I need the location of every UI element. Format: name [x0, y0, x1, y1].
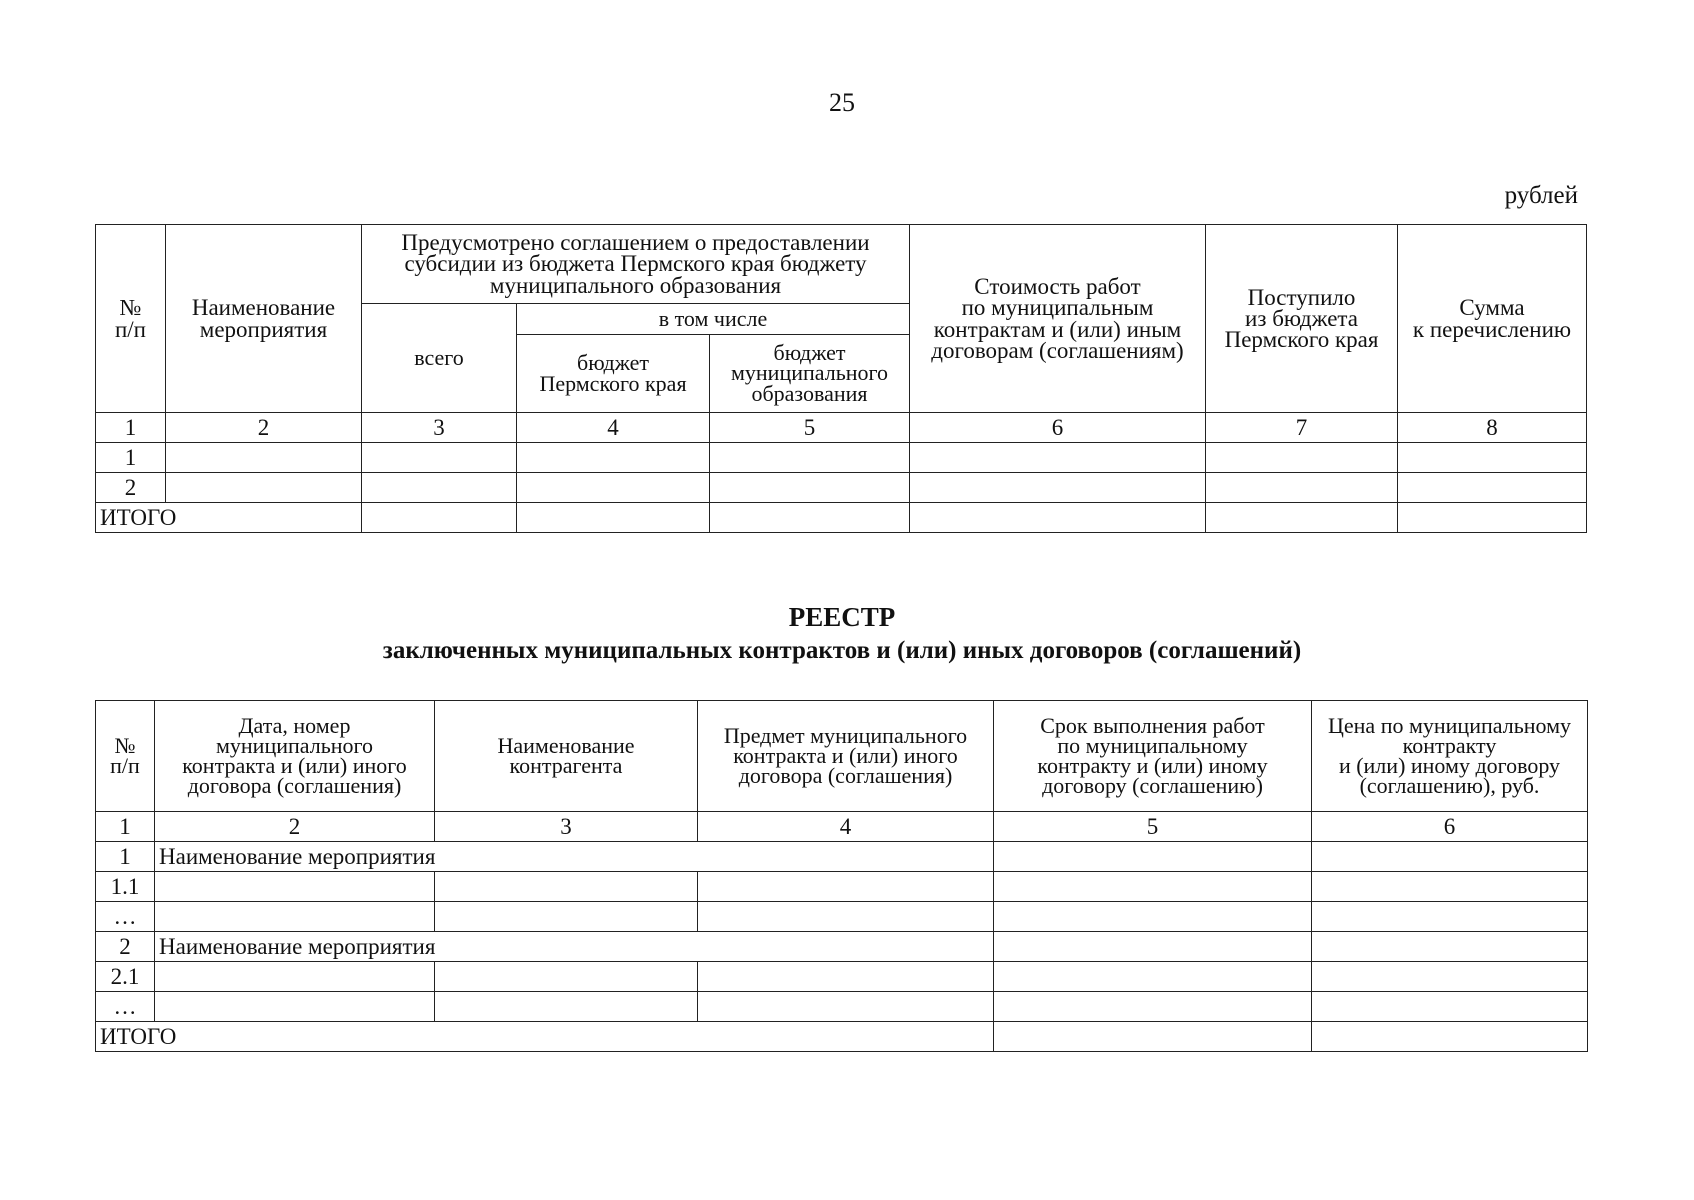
- table-cell: [1398, 503, 1587, 533]
- table-cell: [155, 962, 435, 992]
- header-regional-budget: [517, 335, 710, 413]
- column-number: 3: [362, 413, 517, 443]
- header-municipal-budget: [710, 335, 910, 413]
- table-cell: [1206, 473, 1398, 503]
- table-row: [96, 842, 1588, 872]
- table-cell: [435, 902, 698, 932]
- row-number: …: [96, 902, 155, 932]
- table-cell: [994, 842, 1312, 872]
- table-cell: [1312, 842, 1588, 872]
- header-total: [362, 304, 517, 413]
- table-row: [96, 992, 1588, 1022]
- table-cell: [362, 503, 517, 533]
- row-number: 2: [96, 932, 155, 962]
- event-name-cell: Наименование мероприятия: [155, 932, 994, 962]
- table-cell: [1312, 1022, 1588, 1052]
- table-cell: [166, 473, 362, 503]
- header-no: [96, 225, 166, 413]
- header-date-number-text: Дата, номер муниципального контракта и (или) иного договора (соглашения): [182, 712, 407, 799]
- table-cell: [910, 473, 1206, 503]
- column-numbers-row: [96, 413, 1587, 443]
- header-deadline-text: Срок выполнения работ по муниципальному контракту и (или) иному договору (соглашению): [1037, 712, 1268, 799]
- column-number: 6: [910, 413, 1206, 443]
- table-cell: [1206, 503, 1398, 533]
- table-cell: [910, 443, 1206, 473]
- header-regional-budget-text: бюджет Пермского края: [539, 350, 687, 396]
- header-event-name-text: Наименование мероприятия: [191, 295, 336, 342]
- header-municipal-budget-text: бюджет муниципального образования: [730, 340, 888, 406]
- table-cell: [698, 872, 994, 902]
- header-works-cost-text: Стоимость работ по муниципальным контрактам и (или) иным договорам (соглашениям): [931, 274, 1184, 363]
- row-number: 1: [96, 443, 166, 473]
- header-date-number: [155, 701, 435, 812]
- table-cell: [698, 902, 994, 932]
- registry-table: [95, 700, 1588, 1052]
- header-received-text: Поступило из бюджета Пермского края: [1224, 284, 1379, 353]
- event-name-cell: Наименование мероприятия: [155, 842, 994, 872]
- total-row: [96, 1022, 1588, 1052]
- header-no-text: № п/п: [110, 732, 140, 778]
- table-cell: [994, 902, 1312, 932]
- header-including-text: в том числе: [658, 305, 768, 331]
- header-agreement-group: [362, 225, 910, 304]
- table-row: [96, 473, 1587, 503]
- table-cell: [517, 473, 710, 503]
- header-price: [1312, 701, 1588, 812]
- table-cell: [435, 992, 698, 1022]
- header-price-text: Цена по муниципальному контракту и (или) иному договору (соглашению), руб.: [1328, 712, 1571, 799]
- table-cell: [1398, 473, 1587, 503]
- header-total-text: всего: [414, 344, 464, 370]
- header-counterparty: [435, 701, 698, 812]
- table-cell: [155, 992, 435, 1022]
- table-cell: [910, 503, 1206, 533]
- table-cell: [994, 1022, 1312, 1052]
- row-number: 2.1: [96, 962, 155, 992]
- column-number: 2: [166, 413, 362, 443]
- table-cell: [1312, 872, 1588, 902]
- header-event-name: [166, 225, 362, 413]
- header-received: [1206, 225, 1398, 413]
- table-cell: [710, 443, 910, 473]
- header-no: [96, 701, 155, 812]
- table-cell: [1312, 932, 1588, 962]
- funding-table: [95, 224, 1587, 533]
- table-cell: [1312, 902, 1588, 932]
- header-no-text: № п/п: [114, 295, 146, 342]
- column-number: 8: [1398, 413, 1587, 443]
- table-cell: [166, 443, 362, 473]
- row-number: …: [96, 992, 155, 1022]
- table-cell: [994, 872, 1312, 902]
- column-number: 5: [710, 413, 910, 443]
- column-number: 4: [698, 812, 994, 842]
- header-counterparty-text: Наименование контрагента: [497, 732, 635, 778]
- column-number: 6: [1312, 812, 1588, 842]
- column-numbers-row: [96, 812, 1588, 842]
- total-row: [96, 503, 1587, 533]
- table-cell: [994, 992, 1312, 1022]
- table-cell: [435, 872, 698, 902]
- table-cell: [517, 443, 710, 473]
- page-number: 25: [829, 88, 855, 117]
- header-subject: [698, 701, 994, 812]
- table-cell: [435, 962, 698, 992]
- table-cell: [517, 503, 710, 533]
- column-number: 4: [517, 413, 710, 443]
- row-number: 1: [96, 842, 155, 872]
- header-transfer-sum: [1398, 225, 1587, 413]
- table-row: [96, 443, 1587, 473]
- table-cell: [362, 473, 517, 503]
- column-number: 2: [155, 812, 435, 842]
- column-number: 7: [1206, 413, 1398, 443]
- table-cell: [698, 992, 994, 1022]
- table-cell: [698, 962, 994, 992]
- table-row: [96, 932, 1588, 962]
- column-number: 1: [96, 812, 155, 842]
- column-number: 1: [96, 413, 166, 443]
- header-agreement-group-text: Предусмотрено соглашением о предоставлении субсидии из бюджета Пермского края бюджету муниципального образования: [401, 230, 870, 298]
- header-including: [517, 304, 910, 335]
- registry-title: РЕЕСТР: [788, 602, 896, 632]
- table-cell: [1398, 443, 1587, 473]
- table-cell: [710, 503, 910, 533]
- column-number: 5: [994, 812, 1312, 842]
- header-deadline: [994, 701, 1312, 812]
- row-number: 1.1: [96, 872, 155, 902]
- table-row: [96, 872, 1588, 902]
- table-cell: [155, 902, 435, 932]
- table-cell: [710, 473, 910, 503]
- table-cell: [994, 962, 1312, 992]
- table-cell: [155, 872, 435, 902]
- table-row: [96, 962, 1588, 992]
- column-number: 3: [435, 812, 698, 842]
- header-works-cost: [910, 225, 1206, 413]
- header-transfer-sum-text: Сумма к перечислению: [1412, 295, 1572, 342]
- table-cell: [1206, 443, 1398, 473]
- registry-subtitle: заключенных муниципальных контрактов и (или) иных договоров (соглашений): [382, 637, 1302, 664]
- table-cell: [994, 932, 1312, 962]
- row-number: 2: [96, 473, 166, 503]
- header-subject-text: Предмет муниципального контракта и (или) иного договора (соглашения): [723, 722, 968, 789]
- table-cell: [1312, 962, 1588, 992]
- table-cell: [1312, 992, 1588, 1022]
- units-label: рублей: [1504, 182, 1578, 209]
- table-cell: [362, 443, 517, 473]
- table-row: [96, 902, 1588, 932]
- total-label: ИТОГО: [96, 1022, 994, 1052]
- total-label: ИТОГО: [96, 503, 362, 533]
